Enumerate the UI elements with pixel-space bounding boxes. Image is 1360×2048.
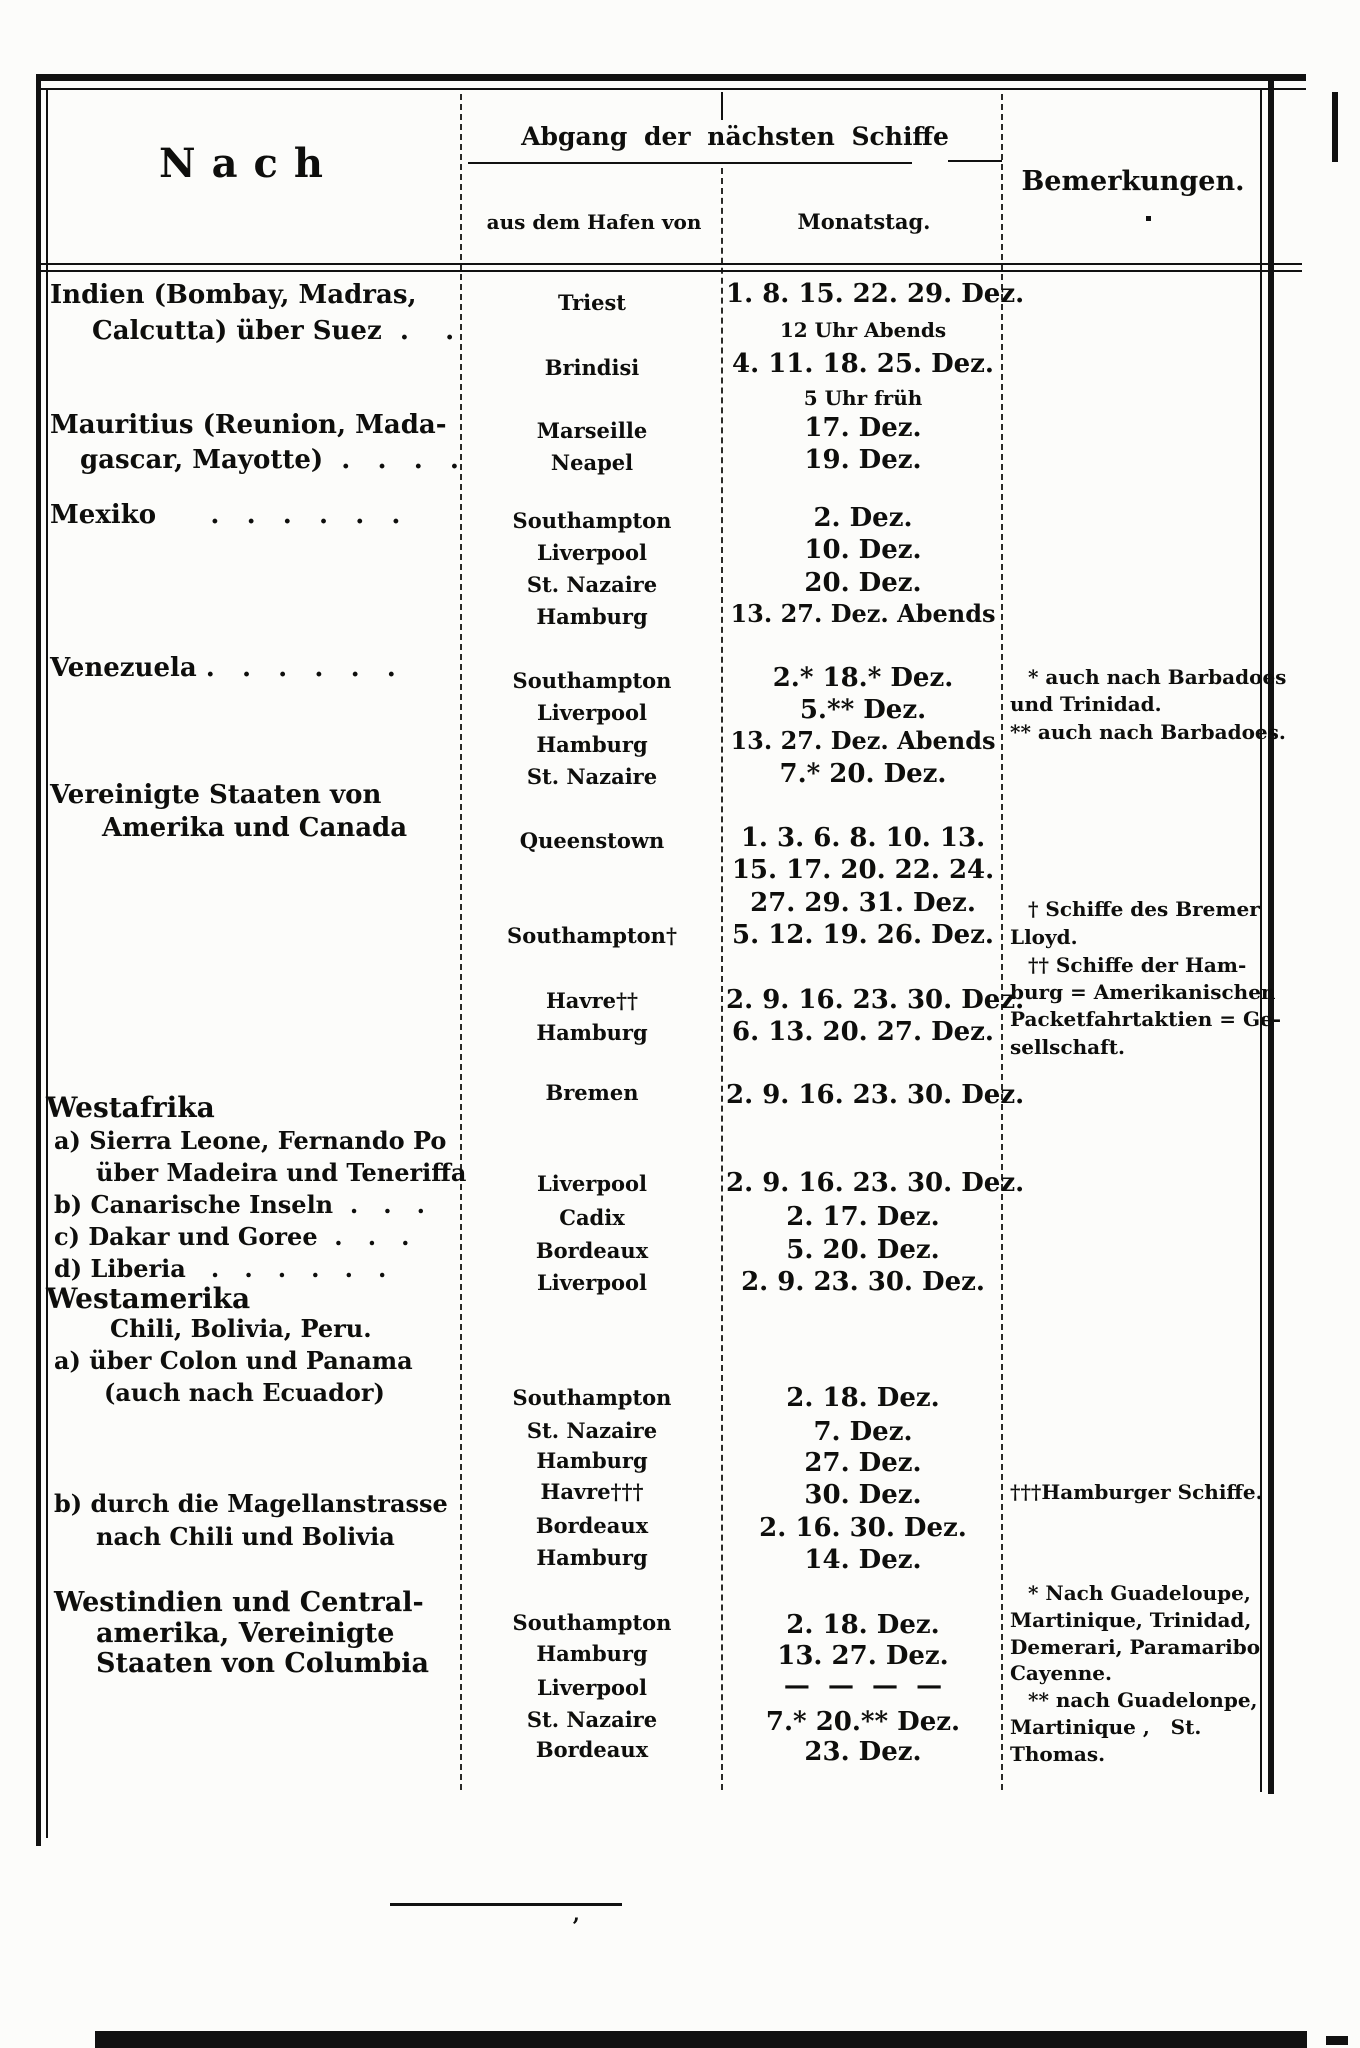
- destination-line: a) über Colon und Panama: [54, 1346, 413, 1375]
- departure-time-note: 12 Uhr Abends: [779, 318, 947, 342]
- remark-line: Cayenne.: [1010, 1661, 1112, 1685]
- departure-dates: 10. Dez.: [804, 535, 922, 565]
- departure-dates: 7.* 20.** Dez.: [765, 1707, 961, 1737]
- port-name: Bordeaux: [535, 1238, 649, 1263]
- port-name: Hamburg: [536, 1448, 648, 1473]
- departure-dates: 7.* 20. Dez.: [779, 759, 947, 789]
- destination-line: Vereinigte Staaten von: [50, 780, 382, 810]
- destination-line: gascar, Mayotte) . . . .: [80, 445, 459, 475]
- port-name: Bordeaux: [535, 1513, 649, 1538]
- destination-line: Indien (Bombay, Madras,: [50, 280, 417, 310]
- departure-dates: 13. 27. Dez. Abends: [730, 599, 996, 628]
- port-name: Southampton: [512, 1610, 672, 1635]
- bemerkungen-dot-mark: [1146, 216, 1151, 221]
- departure-dates: 2. 18. Dez.: [786, 1610, 940, 1640]
- abgang-underline: [468, 162, 912, 164]
- destination-line: b) Canarische Inseln . . .: [54, 1190, 426, 1219]
- abgang-underline-short: [948, 160, 1002, 162]
- port-name: Hamburg: [536, 1020, 648, 1045]
- destination-line: d) Liberia . . . . . .: [54, 1254, 387, 1283]
- header-rule-1: [38, 263, 1302, 265]
- divider-monatstag-bemerkungen: [1001, 94, 1003, 1790]
- remark-line: und Trinidad.: [1010, 692, 1162, 716]
- departure-dates: 6. 13. 20. 27. Dez.: [732, 1017, 994, 1047]
- departure-dates: 19. Dez.: [804, 445, 922, 475]
- departure-dates: 1. 8. 15. 22. 29. Dez.: [726, 279, 1025, 309]
- port-name: Queenstown: [519, 828, 665, 853]
- destination-line: c) Dakar und Goree . . .: [54, 1222, 410, 1251]
- destination-line: Mauritius (Reunion, Mada-: [50, 410, 447, 440]
- destination-line: Calcutta) über Suez . .: [92, 316, 455, 346]
- remark-line: burg = Amerikanischen: [1010, 980, 1276, 1004]
- bottom-right-speck: [1326, 2036, 1348, 2045]
- departure-dates: 17. Dez.: [804, 413, 922, 443]
- port-name: Hamburg: [536, 1545, 648, 1570]
- port-name: Liverpool: [536, 700, 648, 725]
- port-name: Neapel: [550, 450, 634, 475]
- destination-line: Westafrika: [46, 1091, 215, 1124]
- departure-dates: 2. 9. 23. 30. Dez.: [741, 1267, 985, 1297]
- departure-dates: — — — —: [783, 1671, 943, 1701]
- destination-line: nach Chili und Bolivia: [96, 1522, 395, 1551]
- destination-line: b) durch die Magellanstrasse: [54, 1489, 448, 1518]
- remark-line: sellschaft.: [1010, 1035, 1125, 1059]
- port-name: Hamburg: [536, 604, 648, 629]
- remark-line: Martinique, Trinidad,: [1010, 1608, 1252, 1632]
- table-border-left-thin: [46, 90, 48, 1838]
- departure-time-note: 5 Uhr früh: [803, 386, 923, 410]
- port-name: St. Nazaire: [526, 1418, 658, 1443]
- col-header-hafen: aus dem Hafen von: [486, 210, 702, 234]
- remark-line: * auch nach Barbadoes: [1028, 665, 1287, 689]
- port-name: Southampton: [512, 508, 672, 533]
- departure-dates: 2. 9. 16. 23. 30. Dez.: [726, 985, 1025, 1015]
- destination-line: Chili, Bolivia, Peru.: [110, 1314, 372, 1343]
- port-name: Liverpool: [536, 1675, 648, 1700]
- destination-line: Staaten von Columbia: [96, 1648, 429, 1679]
- port-name: Liverpool: [536, 1171, 648, 1196]
- remark-line: Demerari, Paramaribo: [1010, 1635, 1261, 1659]
- departure-dates: 5. 20. Dez.: [786, 1235, 940, 1265]
- col-header-monatstag: Monatstag.: [797, 209, 931, 234]
- port-name: Brindisi: [544, 355, 640, 380]
- destination-line: über Madeira und Teneriffa: [96, 1158, 467, 1187]
- port-name: Bordeaux: [535, 1737, 649, 1762]
- stray-line-artifact: [390, 1903, 622, 1906]
- remark-line: Thomas.: [1010, 1742, 1106, 1766]
- destination-line: Westamerika: [46, 1282, 251, 1315]
- top-right-speck: [1332, 92, 1338, 162]
- departure-dates: 23. Dez.: [804, 1737, 922, 1767]
- col-header-nach: Nach: [159, 140, 339, 187]
- port-name: St. Nazaire: [526, 572, 658, 597]
- stray-mark-artifact: ’: [572, 1914, 580, 1940]
- departure-dates: 15. 17. 20. 22. 24.: [731, 855, 995, 885]
- remark-line: * Nach Guadeloupe,: [1028, 1581, 1251, 1605]
- departure-dates: 2. 18. Dez.: [786, 1383, 940, 1413]
- table-border-top-thick: [36, 74, 1306, 81]
- port-name: Liverpool: [536, 1270, 648, 1295]
- destination-line: a) Sierra Leone, Fernando Po: [54, 1126, 447, 1155]
- remark-line: Packetfahrtaktien = Ge-: [1010, 1007, 1282, 1031]
- port-name: Hamburg: [536, 1641, 648, 1666]
- port-name: Marseille: [536, 418, 648, 443]
- departure-dates: 13. 27. Dez.: [777, 1641, 949, 1671]
- destination-line: Amerika und Canada: [102, 813, 408, 843]
- destination-line: Westindien und Central-: [54, 1587, 424, 1618]
- bottom-scan-band: [95, 2031, 1307, 2048]
- port-name: Havre††: [545, 988, 639, 1013]
- destination-line: Venezuela . . . . . .: [50, 653, 396, 683]
- departure-dates: 2. 17. Dez.: [786, 1202, 940, 1232]
- departure-dates: 4. 11. 18. 25. Dez.: [732, 349, 994, 379]
- remark-line: ** nach Guadelonpe,: [1028, 1688, 1258, 1712]
- departure-dates: 1. 3. 6. 8. 10. 13.: [740, 823, 986, 853]
- table-border-right-thin: [1260, 90, 1262, 1792]
- port-name: Bremen: [545, 1080, 639, 1105]
- departure-dates: 5.** Dez.: [799, 695, 927, 725]
- departure-dates: 5. 12. 19. 26. Dez.: [732, 920, 994, 950]
- header-rule-2: [38, 270, 1302, 272]
- departure-dates: 2. Dez.: [813, 503, 913, 533]
- table-border-right-thick: [1268, 74, 1274, 1794]
- port-name: Havre†††: [540, 1479, 644, 1504]
- table-border-left-thick: [36, 74, 41, 1846]
- port-name: Hamburg: [536, 732, 648, 757]
- divider-nach-hafen: [460, 94, 462, 1790]
- destination-line: Mexiko . . . . . .: [50, 500, 401, 530]
- departure-dates: 14. Dez.: [804, 1545, 922, 1575]
- departure-dates: 2. 16. 30. Dez.: [759, 1513, 967, 1543]
- destination-line: amerika, Vereinigte: [96, 1618, 395, 1649]
- port-name: Cadix: [559, 1205, 625, 1230]
- departure-dates: 13. 27. Dez. Abends: [730, 726, 996, 755]
- divider-stub-mark: [721, 92, 723, 120]
- departure-dates: 27. 29. 31. Dez.: [750, 888, 976, 918]
- port-name: Southampton: [512, 1385, 672, 1410]
- remark-line: Lloyd.: [1010, 925, 1078, 949]
- remark-line: Martinique , St.: [1010, 1715, 1202, 1739]
- destination-line: (auch nach Ecuador): [104, 1378, 385, 1407]
- port-name: St. Nazaire: [526, 1707, 658, 1732]
- port-name: Southampton: [512, 668, 672, 693]
- port-name: St. Nazaire: [526, 764, 658, 789]
- departure-dates: 30. Dez.: [804, 1480, 922, 1510]
- departure-dates: 2.* 18.* Dez.: [772, 663, 954, 693]
- col-header-abgang: Abgang der nächsten Schiffe: [521, 122, 949, 151]
- departure-dates: 7. Dez.: [813, 1417, 913, 1447]
- remark-line: ** auch nach Barbadoes.: [1010, 720, 1286, 744]
- port-name: Southampton†: [507, 923, 677, 948]
- departure-dates: 27. Dez.: [804, 1448, 922, 1478]
- table-border-top-thin: [36, 88, 1306, 90]
- divider-hafen-monatstag: [721, 168, 723, 1790]
- remark-line: †† Schiffe der Ham-: [1028, 953, 1247, 977]
- port-name: Triest: [557, 290, 627, 315]
- departure-dates: 20. Dez.: [804, 568, 922, 598]
- departure-dates: 2. 9. 16. 23. 30. Dez.: [726, 1168, 1025, 1198]
- port-name: Liverpool: [536, 540, 648, 565]
- col-header-bemerkungen: Bemerkungen.: [1021, 166, 1245, 197]
- remark-line: † Schiffe des Bremer: [1028, 897, 1260, 921]
- remark-line: †††Hamburger Schiffe.: [1010, 1480, 1263, 1504]
- departure-dates: 2. 9. 16. 23. 30. Dez.: [726, 1080, 1025, 1110]
